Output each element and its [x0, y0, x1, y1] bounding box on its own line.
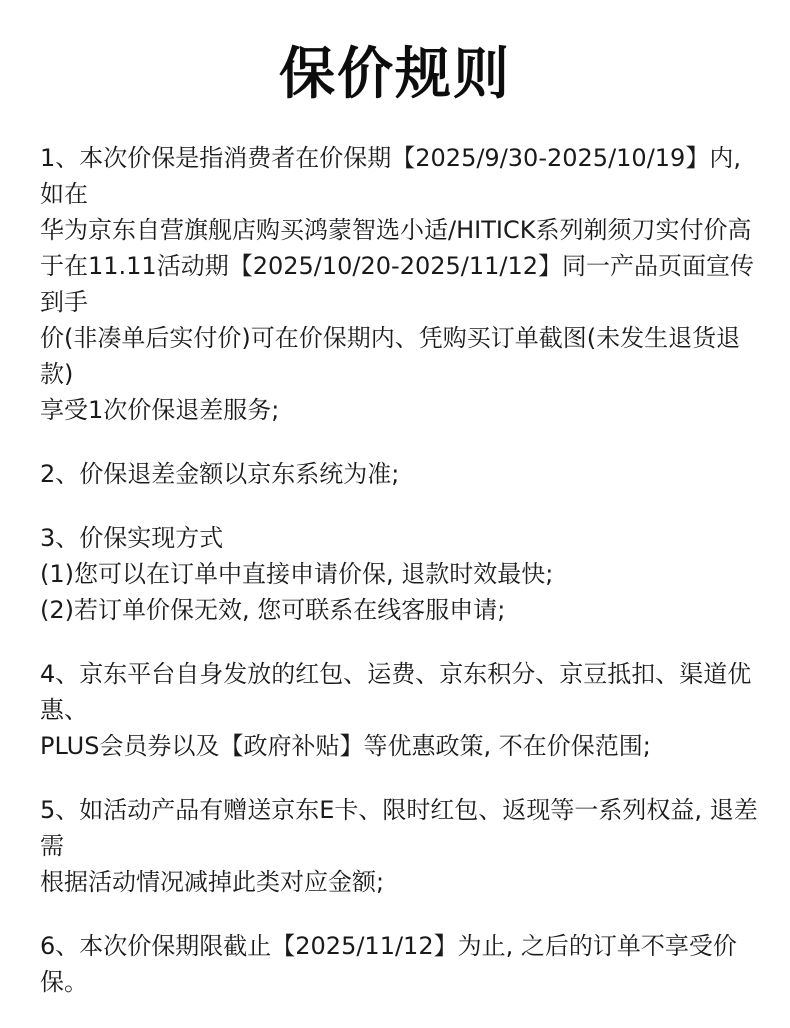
- rule-3: [40, 520, 760, 628]
- rule-line: 4、京东平台自身发放的红包、运费、京东积分、京豆抵扣、渠道优惠、: [40, 660, 752, 724]
- rule-2: [40, 456, 760, 492]
- rule-line: PLUS会员券以及【政府补贴】等优惠政策, 不在价保范围;: [40, 732, 651, 760]
- rule-line: 华为京东自营旗舰店购买鸿蒙智选小适/HITICK系列剃须刀实付价高: [40, 216, 752, 244]
- rule-5: [40, 792, 760, 900]
- rule-1: [40, 140, 760, 428]
- rule-line: 价(非凑单后实付价)可在价保期内、凭购买订单截图(未发生退货退款): [40, 324, 741, 388]
- rule-line: 享受1次价保退差服务;: [40, 396, 280, 424]
- rule-line: 2、价保退差金额以京东系统为准;: [40, 460, 400, 488]
- rule-line: (1)您可以在订单中直接申请价保, 退款时效最快;: [40, 560, 554, 588]
- rule-6: [40, 928, 760, 1000]
- rule-line: 于在11.11活动期【2025/10/20-2025/11/12】同一产品页面宣传到手: [40, 252, 755, 316]
- page-title: 保价规则: [279, 42, 511, 107]
- rule-4: [40, 656, 760, 764]
- rule-line: 3、价保实现方式: [40, 524, 224, 552]
- rule-line: 5、如活动产品有赠送京东E卡、限时红包、返现等一系列权益, 退差需: [40, 796, 758, 860]
- rule-line: (2)若订单价保无效, 您可联系在线客服申请;: [40, 596, 506, 624]
- rule-line: 根据活动情况减掉此类对应金额;: [40, 868, 385, 896]
- rules-list: [40, 140, 760, 1028]
- rule-line: 1、本次价保是指消费者在价保期【2025/9/30-2025/10/19】内, 如在: [40, 144, 741, 208]
- rule-line: 6、本次价保期限截止【2025/11/12】为止, 之后的订单不享受价保。: [40, 932, 737, 996]
